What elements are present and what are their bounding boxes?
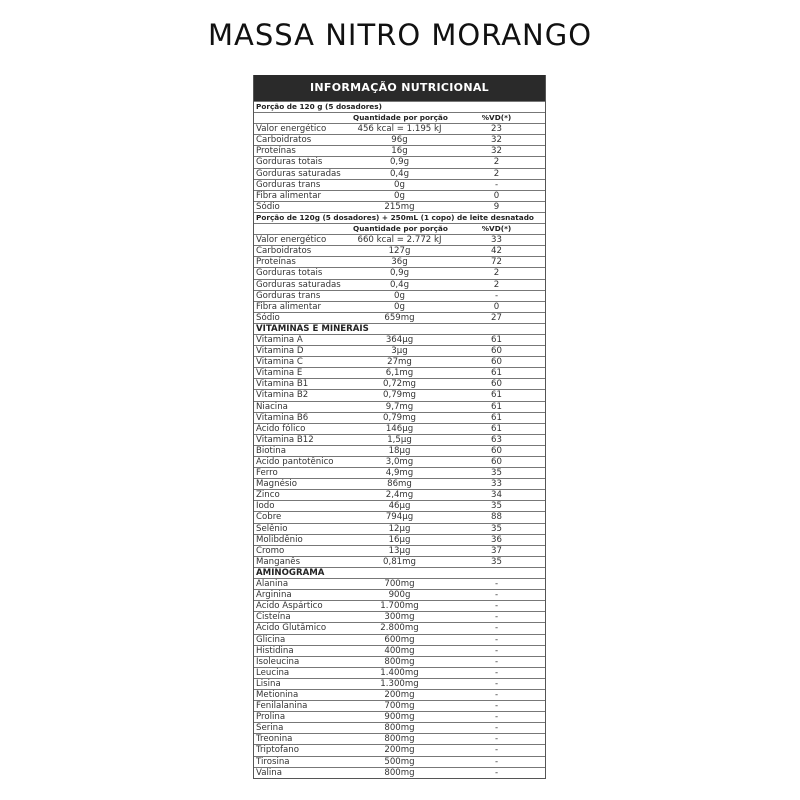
table-row (254, 545, 545, 556)
nutrition-header: INFORMAÇÃO NUTRICIONAL (254, 75, 545, 101)
nutrient-daily-value: 33 (448, 235, 545, 246)
nutrient-quantity: 794µg (351, 512, 448, 523)
table-row (254, 312, 545, 323)
nutrient-name: Magnésio (254, 479, 351, 490)
nutrient-quantity: 16µg (351, 534, 448, 545)
nutrient-name: Vitamina A (254, 334, 351, 345)
table-row (254, 712, 545, 723)
nutrient-name: Gorduras trans (254, 290, 351, 301)
nutrient-quantity: 6,1mg (351, 368, 448, 379)
nutrient-name: Vitamina B1 (254, 379, 351, 390)
nutrient-daily-value: - (448, 712, 545, 723)
nutrient-quantity: 659mg (351, 312, 448, 323)
nutrient-quantity: 900mg (351, 712, 448, 723)
table-row (254, 357, 545, 368)
nutrient-name: Triptofano (254, 745, 351, 756)
table-row (254, 168, 545, 179)
section-header-row (254, 323, 545, 334)
nutrient-name: Vitamina D (254, 346, 351, 357)
nutrient-name: Cobre (254, 512, 351, 523)
nutrient-quantity: 0,9g (351, 157, 448, 168)
nutrient-quantity: 800mg (351, 767, 448, 778)
nutrient-daily-value: - (448, 656, 545, 667)
nutrient-name: Histidina (254, 645, 351, 656)
nutrient-quantity: 800mg (351, 656, 448, 667)
nutrient-quantity: 96g (351, 135, 448, 146)
nutrient-name: Ferro (254, 468, 351, 479)
table-row (254, 423, 545, 434)
nutrient-quantity: 0,79mg (351, 390, 448, 401)
nutrient-name: Valor energético (254, 124, 351, 135)
nutrient-name: Ácido Glutâmico (254, 623, 351, 634)
section-header-row (254, 567, 545, 578)
nutrient-daily-value: 61 (448, 401, 545, 412)
nutrient-quantity: 46µg (351, 501, 448, 512)
nutrient-name: Cromo (254, 545, 351, 556)
nutrient-name: Selênio (254, 523, 351, 534)
table-row (254, 257, 545, 268)
nutrient-name: Cisteína (254, 612, 351, 623)
nutrient-name: Vitamina E (254, 368, 351, 379)
nutrient-quantity: 800mg (351, 734, 448, 745)
column-header-row (254, 113, 545, 124)
nutrient-quantity: 0,79mg (351, 412, 448, 423)
table-row (254, 579, 545, 590)
nutrient-name: Molibdênio (254, 534, 351, 545)
nutrient-daily-value: 35 (448, 468, 545, 479)
nutrient-daily-value: - (448, 579, 545, 590)
table-row (254, 368, 545, 379)
nutrient-daily-value: - (448, 689, 545, 700)
nutrient-daily-value: 36 (448, 534, 545, 545)
nutrient-name: Prolina (254, 712, 351, 723)
nutrient-name: Ácido fólico (254, 423, 351, 434)
nutrient-name: Gorduras totais (254, 268, 351, 279)
nutrient-daily-value: - (448, 678, 545, 689)
table-row (254, 457, 545, 468)
nutrient-name: Treonina (254, 734, 351, 745)
nutrition-facts-panel (253, 75, 546, 779)
table-row (254, 512, 545, 523)
nutrient-daily-value: - (448, 667, 545, 678)
nutrient-daily-value: 60 (448, 445, 545, 456)
portion-label: Porção de 120g (5 dosadores) + 250mL (1 copo) de leite desnatado (254, 212, 545, 223)
table-row (254, 445, 545, 456)
nutrition-table (254, 101, 545, 778)
column-header-row (254, 224, 545, 235)
nutrient-quantity: 500mg (351, 756, 448, 767)
nutrient-quantity: 700mg (351, 579, 448, 590)
nutrient-quantity: 4,9mg (351, 468, 448, 479)
nutrient-daily-value: - (448, 634, 545, 645)
nutrient-quantity: 1.300mg (351, 678, 448, 689)
nutrient-quantity: 16g (351, 146, 448, 157)
nutrient-daily-value: - (448, 701, 545, 712)
nutrient-quantity: 800mg (351, 723, 448, 734)
nutrient-name: Vitamina B12 (254, 434, 351, 445)
nutrient-name: Biotina (254, 445, 351, 456)
nutrient-quantity: 900g (351, 590, 448, 601)
page-title: MASSA NITRO MORANGO (207, 18, 593, 52)
nutrient-quantity: 12µg (351, 523, 448, 534)
table-row (254, 468, 545, 479)
nutrient-quantity: 456 kcal = 1.195 kJ (351, 124, 448, 135)
nutrient-quantity: 364µg (351, 334, 448, 345)
nutrient-name: Gorduras saturadas (254, 279, 351, 290)
table-row (254, 290, 545, 301)
nutrient-daily-value: 35 (448, 556, 545, 567)
nutrient-quantity: 700mg (351, 701, 448, 712)
nutrient-name: Niacina (254, 401, 351, 412)
nutrient-daily-value: - (448, 756, 545, 767)
table-row (254, 334, 545, 345)
table-row (254, 301, 545, 312)
nutrient-quantity: 2.800mg (351, 623, 448, 634)
table-row (254, 701, 545, 712)
nutrient-name: Alanina (254, 579, 351, 590)
nutrient-name: Sódio (254, 201, 351, 212)
nutrient-daily-value: 60 (448, 457, 545, 468)
nutrient-quantity: 300mg (351, 612, 448, 623)
nutrient-daily-value: 32 (448, 146, 545, 157)
nutrient-quantity: 600mg (351, 634, 448, 645)
nutrient-name: Serina (254, 723, 351, 734)
table-row (254, 157, 545, 168)
table-row (254, 534, 545, 545)
nutrient-quantity: 3µg (351, 346, 448, 357)
table-row (254, 201, 545, 212)
nutrient-daily-value: 35 (448, 523, 545, 534)
nutrient-daily-value: 34 (448, 490, 545, 501)
nutrient-name: Vitamina B6 (254, 412, 351, 423)
nutrient-name: Fenilalanina (254, 701, 351, 712)
nutrient-daily-value: 2 (448, 157, 545, 168)
nutrient-name: Lisina (254, 678, 351, 689)
table-row (254, 379, 545, 390)
column-header-quantity: Quantidade por porção (353, 113, 448, 123)
nutrient-quantity: 1.700mg (351, 601, 448, 612)
nutrient-daily-value: 2 (448, 279, 545, 290)
table-row (254, 124, 545, 135)
table-row (254, 135, 545, 146)
table-row (254, 190, 545, 201)
table-row (254, 479, 545, 490)
nutrient-daily-value: 61 (448, 412, 545, 423)
nutrient-daily-value: - (448, 601, 545, 612)
nutrient-name: Glicina (254, 634, 351, 645)
nutrient-daily-value: - (448, 590, 545, 601)
nutrient-quantity: 1.400mg (351, 667, 448, 678)
nutrient-name: Gorduras trans (254, 179, 351, 190)
nutrient-daily-value: 42 (448, 246, 545, 257)
nutrient-name: Valor energético (254, 235, 351, 246)
nutrient-quantity: 0g (351, 301, 448, 312)
table-row (254, 667, 545, 678)
column-header-blank (254, 224, 351, 235)
nutrient-name: Iodo (254, 501, 351, 512)
nutrient-quantity: 0,4g (351, 279, 448, 290)
column-header-blank (254, 113, 351, 124)
table-row (254, 412, 545, 423)
nutrient-quantity: 9,7mg (351, 401, 448, 412)
nutrient-name: Tirosina (254, 756, 351, 767)
nutrient-name: Ácido pantotênico (254, 457, 351, 468)
nutrient-quantity: 0g (351, 290, 448, 301)
table-row (254, 279, 545, 290)
table-row (254, 146, 545, 157)
table-row (254, 246, 545, 257)
nutrient-name: Vitamina C (254, 357, 351, 368)
nutrient-daily-value: 61 (448, 334, 545, 345)
column-header-vd: %VD(*) (448, 224, 545, 235)
nutrient-name: Zinco (254, 490, 351, 501)
nutrient-quantity: 146µg (351, 423, 448, 434)
nutrient-daily-value: 33 (448, 479, 545, 490)
table-row (254, 645, 545, 656)
table-row (254, 556, 545, 567)
nutrient-name: Fibra alimentar (254, 301, 351, 312)
table-row (254, 678, 545, 689)
section-title: AMINOGRAMA (254, 567, 545, 578)
table-row (254, 656, 545, 667)
nutrient-quantity: 2,4mg (351, 490, 448, 501)
nutrient-daily-value: - (448, 723, 545, 734)
nutrient-name: Proteínas (254, 257, 351, 268)
nutrient-name: Leucina (254, 667, 351, 678)
nutrient-name: Sódio (254, 312, 351, 323)
nutrient-name: Proteínas (254, 146, 351, 157)
nutrient-daily-value: - (448, 745, 545, 756)
nutrient-name: Carboidratos (254, 135, 351, 146)
nutrient-name: Gorduras saturadas (254, 168, 351, 179)
nutrient-daily-value: 61 (448, 368, 545, 379)
table-row (254, 390, 545, 401)
nutrient-daily-value: - (448, 645, 545, 656)
table-row (254, 346, 545, 357)
nutrient-quantity: 660 kcal = 2.772 kJ (351, 235, 448, 246)
nutrient-quantity: 0g (351, 179, 448, 190)
table-row (254, 523, 545, 534)
nutrient-daily-value: 60 (448, 379, 545, 390)
nutrient-name: Valina (254, 767, 351, 778)
nutrient-daily-value: 72 (448, 257, 545, 268)
table-row (254, 623, 545, 634)
nutrient-quantity: 200mg (351, 689, 448, 700)
nutrient-name: Carboidratos (254, 246, 351, 257)
nutrient-daily-value: 27 (448, 312, 545, 323)
nutrient-quantity: 3,0mg (351, 457, 448, 468)
nutrient-daily-value: - (448, 290, 545, 301)
nutrient-name: Metionina (254, 689, 351, 700)
nutrient-quantity: 13µg (351, 545, 448, 556)
nutrient-daily-value: 60 (448, 346, 545, 357)
table-row (254, 723, 545, 734)
column-header-vd: %VD(*) (448, 113, 545, 124)
nutrient-quantity: 215mg (351, 201, 448, 212)
nutrient-daily-value: 0 (448, 301, 545, 312)
nutrient-daily-value: 9 (448, 201, 545, 212)
nutrient-name: Gorduras totais (254, 157, 351, 168)
nutrient-daily-value: 23 (448, 124, 545, 135)
nutrient-daily-value: 37 (448, 545, 545, 556)
nutrient-daily-value: 35 (448, 501, 545, 512)
table-row (254, 756, 545, 767)
table-row (254, 590, 545, 601)
nutrient-name: Ácido Aspártico (254, 601, 351, 612)
nutrient-quantity: 0,81mg (351, 556, 448, 567)
nutrient-quantity: 86mg (351, 479, 448, 490)
nutrient-quantity: 0,9g (351, 268, 448, 279)
table-row (254, 634, 545, 645)
table-row (254, 179, 545, 190)
nutrient-quantity: 200mg (351, 745, 448, 756)
table-row (254, 501, 545, 512)
portion-label: Porção de 120 g (5 dosadores) (254, 102, 545, 113)
portion-label-row (254, 102, 545, 113)
nutrient-daily-value: - (448, 623, 545, 634)
nutrient-daily-value: 61 (448, 423, 545, 434)
nutrient-name: Isoleucina (254, 656, 351, 667)
nutrient-quantity: 1,5µg (351, 434, 448, 445)
nutrient-name: Manganês (254, 556, 351, 567)
nutrient-daily-value: - (448, 734, 545, 745)
nutrient-quantity: 127g (351, 246, 448, 257)
nutrient-daily-value: 63 (448, 434, 545, 445)
nutrient-daily-value: - (448, 767, 545, 778)
section-title: VITAMINAS E MINERAIS (254, 323, 545, 334)
nutrient-name: Fibra alimentar (254, 190, 351, 201)
nutrient-daily-value: 0 (448, 190, 545, 201)
table-row (254, 401, 545, 412)
nutrient-name: Vitamina B2 (254, 390, 351, 401)
table-row (254, 235, 545, 246)
nutrient-daily-value: 61 (448, 390, 545, 401)
nutrient-quantity: 400mg (351, 645, 448, 656)
nutrient-daily-value: 2 (448, 268, 545, 279)
nutrient-daily-value: - (448, 612, 545, 623)
table-row (254, 601, 545, 612)
table-row (254, 734, 545, 745)
portion-label-row (254, 212, 545, 223)
nutrient-quantity: 0,4g (351, 168, 448, 179)
table-row (254, 745, 545, 756)
nutrient-quantity: 36g (351, 257, 448, 268)
table-row (254, 268, 545, 279)
nutrient-daily-value: 2 (448, 168, 545, 179)
nutrient-quantity: 0g (351, 190, 448, 201)
table-row (254, 612, 545, 623)
nutrient-name: Arginina (254, 590, 351, 601)
nutrient-daily-value: 60 (448, 357, 545, 368)
table-row (254, 767, 545, 778)
nutrient-daily-value: - (448, 179, 545, 190)
nutrient-daily-value: 32 (448, 135, 545, 146)
nutrient-daily-value: 88 (448, 512, 545, 523)
table-row (254, 490, 545, 501)
table-row (254, 434, 545, 445)
nutrient-quantity: 0,72mg (351, 379, 448, 390)
table-row (254, 689, 545, 700)
column-header-quantity: Quantidade por porção (353, 224, 448, 234)
nutrient-quantity: 27mg (351, 357, 448, 368)
nutrient-quantity: 18µg (351, 445, 448, 456)
